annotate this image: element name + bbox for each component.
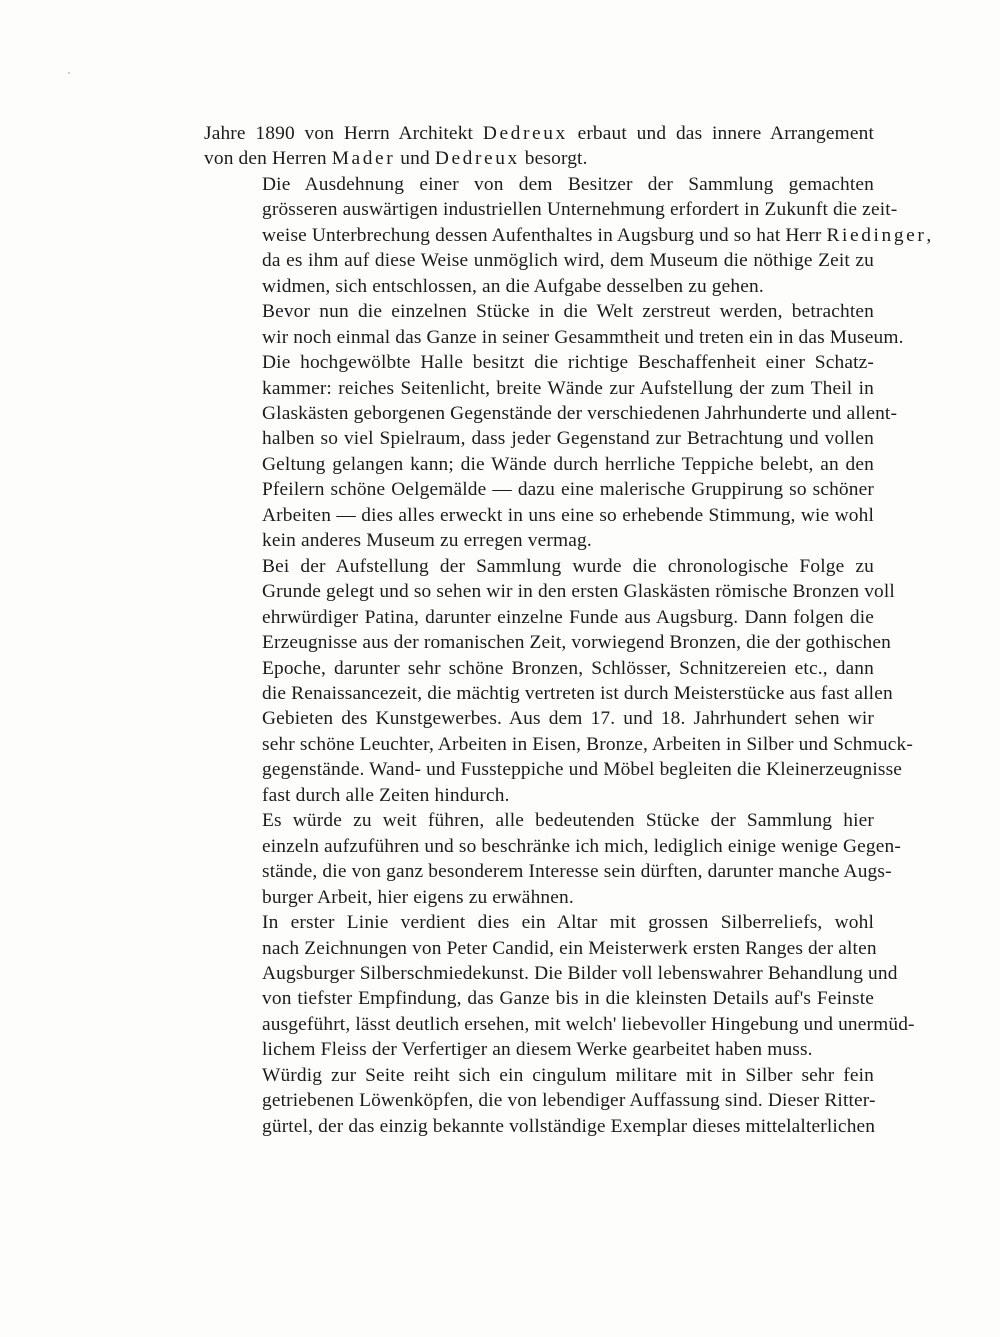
text-run: Epoche, darunter sehr schöne Bronzen, Schlösser, Schnitzereien etc., dann	[262, 657, 874, 679]
text-run: lichem Fleiss der Verfertiger an diesem Werke gearbeitet haben muss.	[262, 1039, 813, 1061]
text-run: sehr schöne Leuchter, Arbeiten in Eisen, Bronze, Arbeiten in Silber und Schmuck-	[262, 733, 913, 755]
text-run: Gebieten des Kunstgewerbes. Aus dem 17. und 18. Jahrhundert sehen wir	[262, 708, 874, 730]
text-run: burger Arbeit, hier eigens zu erwähnen.	[262, 886, 574, 908]
paragraph	[204, 910, 915, 1063]
spaced-name: Dedreux	[434, 148, 520, 170]
text-run: Geltung gelangen kann; die Wände durch herrliche Teppiche belebt, an den	[262, 453, 874, 475]
text-run: von den Herren	[204, 148, 332, 170]
text-line	[204, 885, 874, 910]
text-line	[204, 656, 874, 681]
text-run: wir noch einmal das Ganze in seiner Gesammtheit und treten ein in das Museum.	[262, 326, 904, 348]
text-line	[204, 961, 898, 986]
body-text	[204, 121, 932, 1139]
text-run: kammer: reiches Seitenlicht, breite Wände zur Aufstellung der zum Theil in	[262, 377, 874, 399]
text-line	[204, 146, 874, 171]
text-line	[204, 1012, 915, 1037]
text-line	[204, 223, 932, 248]
text-run: getriebenen Löwenköpfen, die von lebendiger Auffassung sind. Dieser Ritter-	[262, 1090, 876, 1112]
text-line	[204, 121, 874, 146]
text-run: ehrwürdiger Patina, darunter einzelne Funde aus Augsburg. Dann folgen die	[262, 606, 874, 628]
text-line	[204, 1063, 874, 1088]
spaced-name: Dedreux	[482, 123, 568, 144]
text-run: ausgeführt, lässt deutlich ersehen, mit welch' liebevoller Hingebung und unermüd-	[262, 1013, 915, 1035]
text-run: Pfeilern schöne Oelgemälde — dazu eine malerische Gruppirung so schöner	[262, 479, 874, 501]
text-run: gürtel, der das einzig bekannte vollständige Exemplar dieses mittelalterlichen	[262, 1115, 876, 1137]
paragraph	[204, 172, 932, 299]
text-line	[204, 630, 892, 655]
text-run: Erzeugnisse aus der romanischen Zeit, vorwiegend Bronzen, die der gothischen	[262, 632, 892, 654]
text-line	[204, 986, 874, 1011]
text-line	[204, 274, 874, 299]
text-run: weise Unterbrechung dessen Aufenthaltes in Augsburg und so hat Herr	[262, 224, 827, 246]
text-line	[204, 706, 874, 731]
text-run: stände, die von ganz besonderem Interesse sein dürften, darunter manche Augs-	[262, 861, 892, 883]
text-run: von tiefster Empfindung, das Ganze bis in die kleinsten Details auf's Feinste	[262, 988, 874, 1010]
text-run: da es ihm auf diese Weise unmöglich wird, dem Museum die nöthige Zeit zu	[262, 250, 874, 272]
text-line	[204, 248, 874, 273]
text-run: Die hochgewölbte Halle besitzt die richtige Beschaffenheit einer Schatz-	[262, 352, 874, 374]
text-line	[204, 1088, 874, 1113]
text-line	[204, 528, 874, 553]
text-line	[204, 732, 913, 757]
text-line	[204, 910, 874, 935]
text-line	[204, 783, 874, 808]
text-line	[204, 757, 903, 782]
spaced-name: Riedinger	[826, 224, 927, 246]
text-run: Arbeiten — dies alles erweckt in uns eine so erhebende Stimmung, wie wohl	[262, 504, 874, 526]
text-line	[204, 172, 874, 197]
paragraph	[204, 1063, 874, 1139]
text-run: Würdig zur Seite reiht sich ein cingulum militare mit in Silber sehr fein	[262, 1064, 874, 1086]
paragraph	[204, 808, 901, 910]
paragraph	[204, 299, 904, 350]
text-line	[204, 605, 874, 630]
text-run: Augsburger Silberschmiedekunst. Die Bilder voll lebenswahrer Behandlung und	[262, 962, 898, 984]
spaced-name: Mader	[331, 148, 396, 170]
text-line	[204, 936, 877, 961]
text-line	[204, 426, 874, 451]
text-run: und	[395, 148, 435, 170]
text-run: Glaskästen geborgenen Gegenstände der verschiedenen Jahrhunderte und allent-	[262, 402, 898, 424]
text-line	[204, 579, 895, 604]
text-line	[204, 325, 904, 350]
text-line	[204, 681, 893, 706]
text-run: Es würde zu weit führen, alle bedeutenden Stücke der Sammlung hier	[262, 810, 874, 832]
text-run: die Renaissancezeit, die mächtig vertreten ist durch Meisterstücke aus fast allen	[262, 682, 893, 704]
paragraph	[204, 121, 874, 172]
paper-speck	[68, 72, 70, 74]
text-run: grösseren auswärtigen industriellen Unternehmung erfordert in Zukunft die zeit-	[262, 199, 898, 221]
text-run: fast durch alle Zeiten hindurch.	[262, 784, 510, 806]
text-line	[204, 401, 898, 426]
text-run: erbaut und das innere Arrangement	[567, 123, 874, 144]
paragraph	[204, 554, 913, 809]
paragraph	[204, 350, 898, 554]
text-run: ,	[926, 224, 932, 246]
text-line	[204, 1114, 874, 1139]
text-line	[204, 503, 874, 528]
text-line	[204, 1037, 874, 1062]
text-run: Die Ausdehnung einer von dem Besitzer der Sammlung gemachten	[262, 173, 874, 195]
text-line	[204, 350, 874, 375]
text-line	[204, 808, 874, 833]
text-line	[204, 834, 901, 859]
text-line	[204, 299, 874, 324]
text-run: halben so viel Spielraum, dass jeder Gegenstand zur Betrachtung und vollen	[262, 428, 874, 450]
text-line	[204, 477, 874, 502]
text-run: kein anderes Museum zu erregen vermag.	[262, 530, 592, 552]
text-run: besorgt.	[519, 148, 588, 170]
text-run: In erster Linie verdient dies ein Altar mit grossen Silberreliefs, wohl	[262, 912, 874, 934]
text-run: einzeln aufzuführen und so beschränke ich mich, lediglich einige wenige Gegen-	[262, 835, 901, 857]
text-run: gegenstände. Wand- und Fussteppiche und Möbel begleiten die Kleinerzeugnisse	[262, 759, 903, 781]
text-run: widmen, sich entschlossen, an die Aufgabe desselben zu gehen.	[262, 275, 764, 297]
text-run: Jahre 1890 von Herrn Architekt	[204, 123, 483, 144]
text-run: Bei der Aufstellung der Sammlung wurde die chronologische Folge zu	[262, 555, 874, 577]
text-line	[204, 554, 874, 579]
text-line	[204, 452, 874, 477]
text-line	[204, 376, 874, 401]
text-line	[204, 859, 892, 884]
text-run: nach Zeichnungen von Peter Candid, ein Meisterwerk ersten Ranges der alten	[262, 937, 877, 959]
text-line	[204, 197, 898, 222]
text-run: Grunde gelegt und so sehen wir in den ersten Glaskästen römische Bronzen voll	[262, 581, 895, 603]
text-run: Bevor nun die einzelnen Stücke in die Welt zerstreut werden, betrachten	[262, 301, 874, 323]
